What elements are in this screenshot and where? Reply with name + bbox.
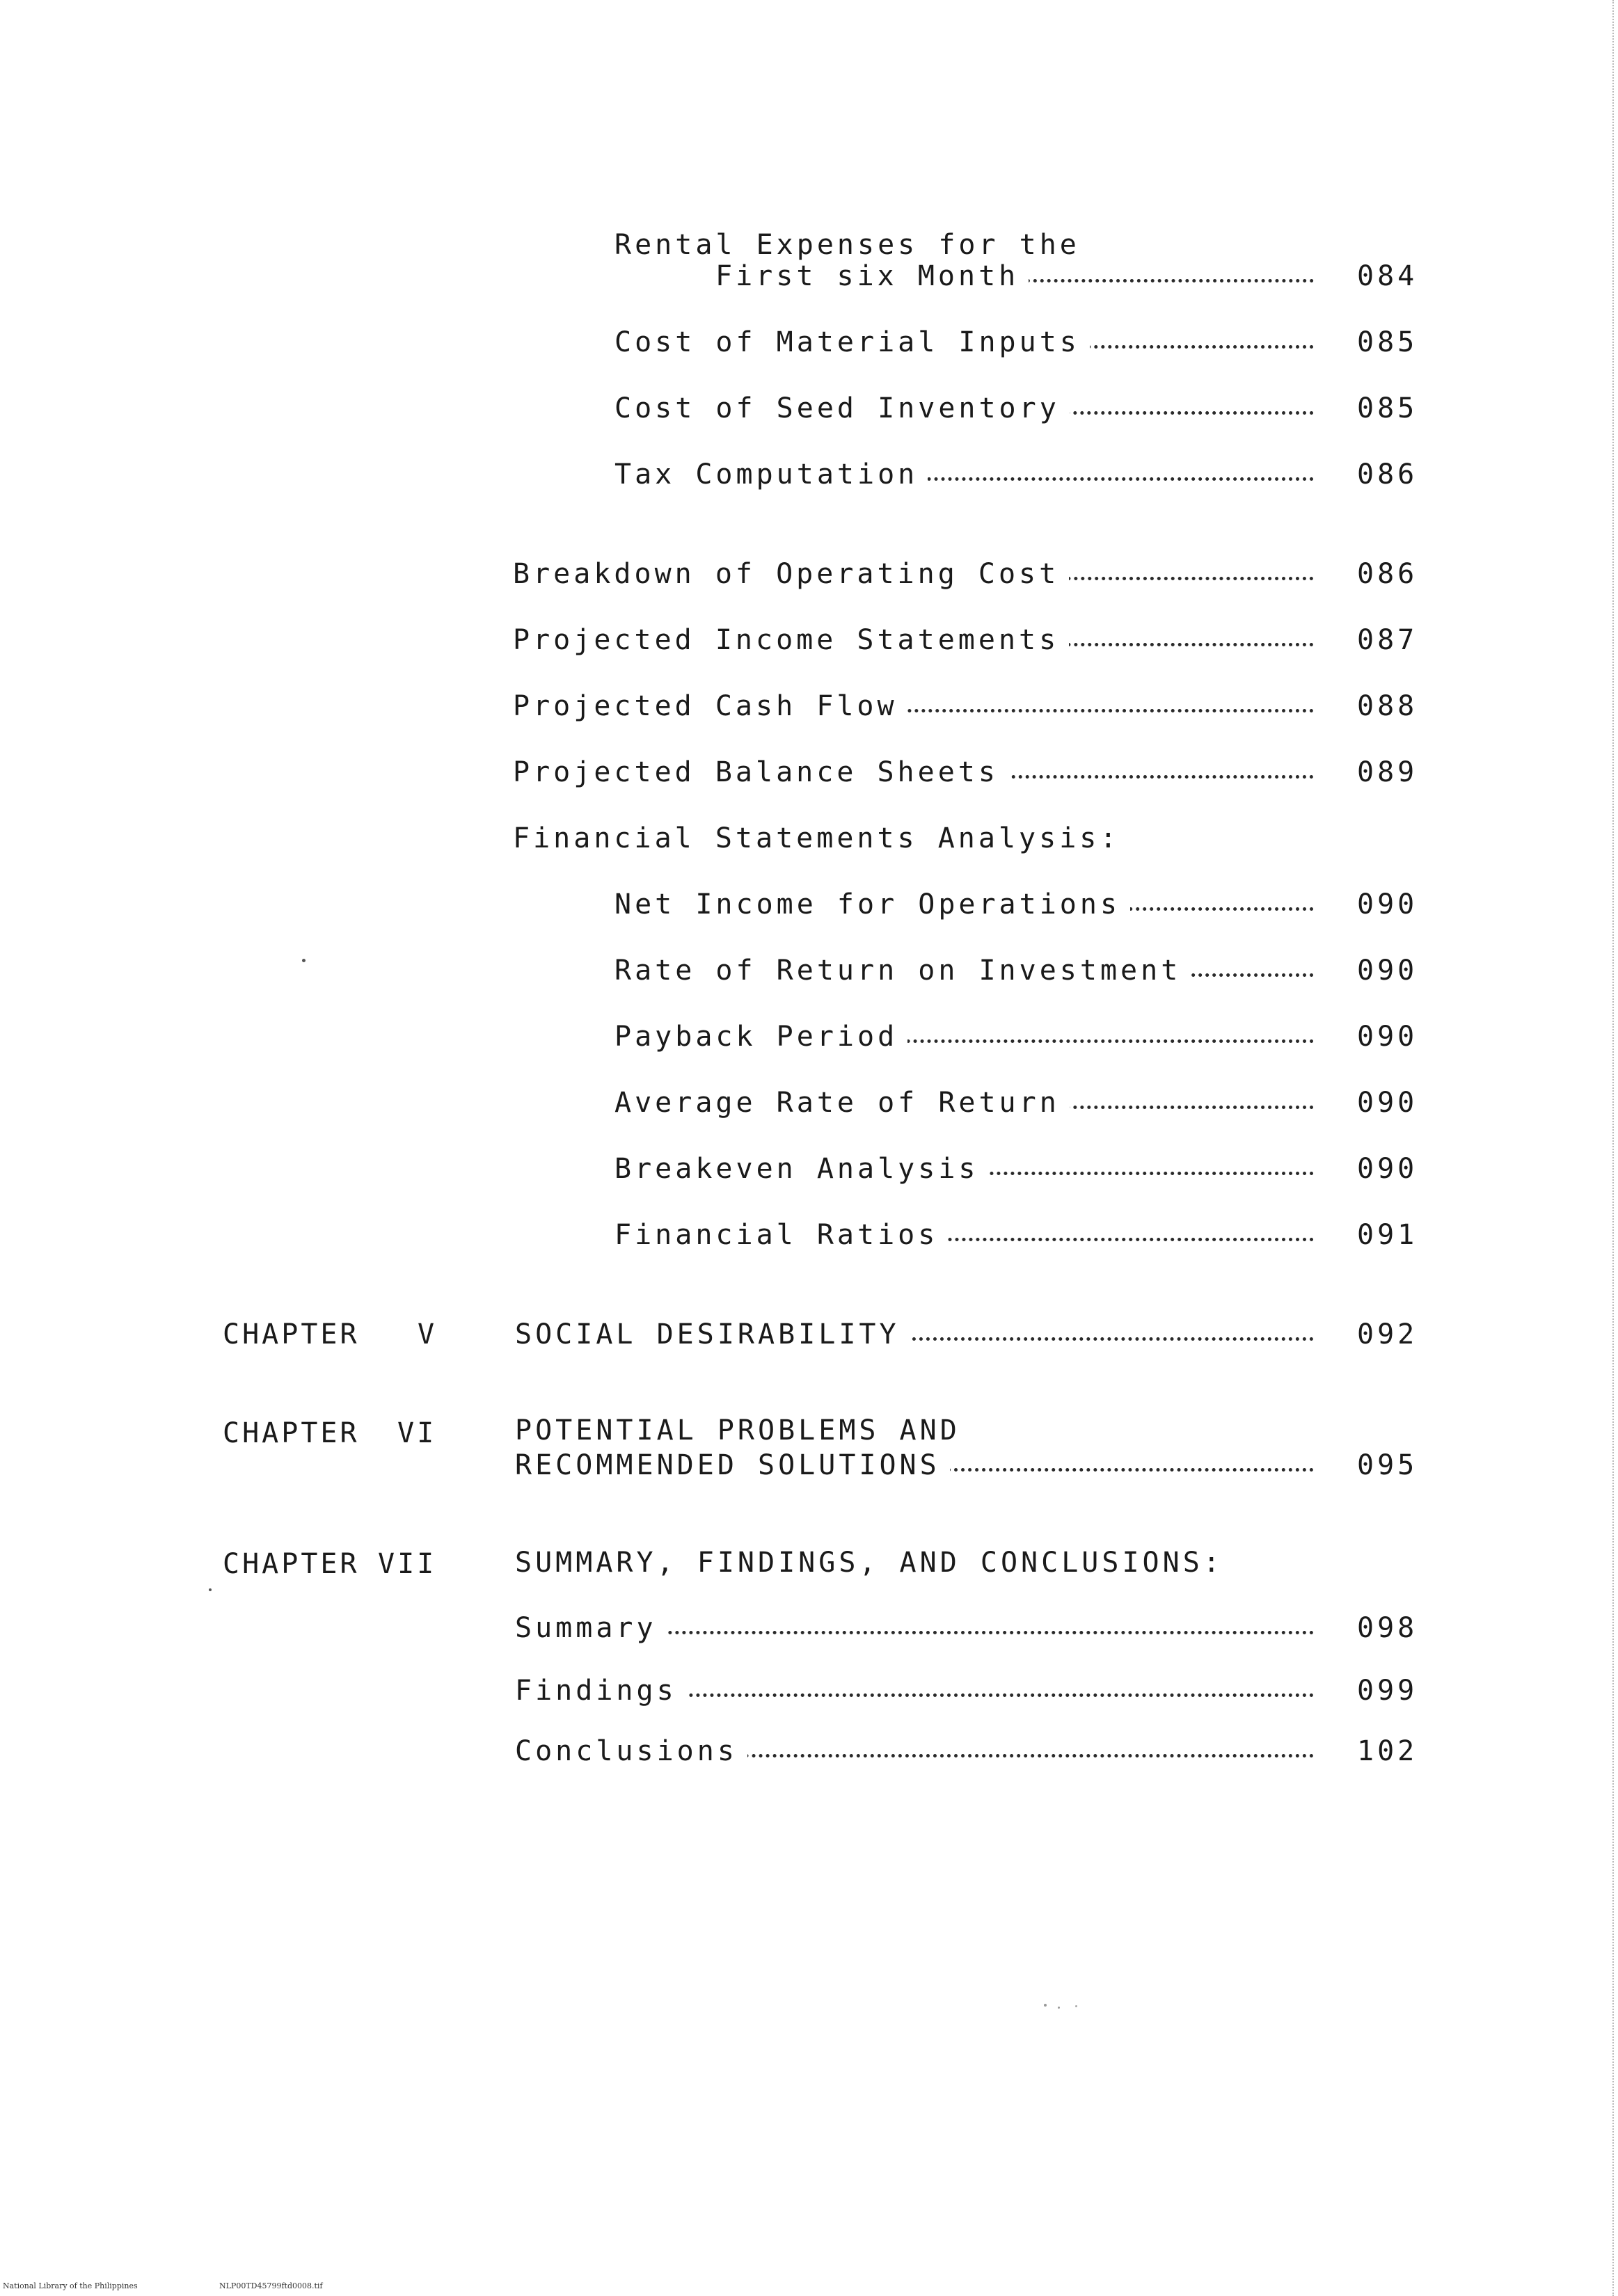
page-number: 085 xyxy=(1357,326,1418,358)
toc-entry-balance xyxy=(513,758,1314,792)
chapter-number: VI xyxy=(397,1417,437,1449)
toc-entry-title: Breakdown of Operating Cost xyxy=(513,560,1069,588)
scan-speck xyxy=(1058,2007,1060,2009)
scan-edge-marks xyxy=(1610,0,1614,2296)
toc-entry-title: Projected Cash Flow xyxy=(513,692,907,720)
toc-entry-breakeven xyxy=(614,1155,1314,1188)
toc-entry-title: Breakeven Analysis xyxy=(614,1155,988,1183)
toc-entry-title: Conclusions xyxy=(515,1737,747,1765)
chapter-number: V xyxy=(418,1318,438,1350)
toc-entry-title: Rate of Return on Investment xyxy=(614,957,1191,984)
toc-entry-rental xyxy=(715,262,1314,296)
toc-entry-summary xyxy=(515,1614,1314,1648)
toc-entry-title: Cost of Material Inputs xyxy=(614,328,1090,356)
scan-speck xyxy=(209,1588,212,1591)
page-number: 099 xyxy=(1357,1675,1418,1707)
toc-entry-title: SOCIAL DESIRABILITY xyxy=(515,1321,910,1348)
page-number: 089 xyxy=(1357,756,1418,788)
page-number: 098 xyxy=(1357,1612,1418,1644)
page-number: 086 xyxy=(1357,459,1418,491)
toc-entry-title: Summary xyxy=(515,1614,667,1642)
toc-entry-conclusions xyxy=(515,1737,1314,1771)
toc-entry-cashflow xyxy=(513,692,1314,726)
toc-entry-title: Projected Income Statements xyxy=(513,626,1069,654)
toc-entry-title: Average Rate of Return xyxy=(614,1089,1070,1117)
toc-entry-findings xyxy=(515,1677,1314,1710)
toc-entry-material xyxy=(614,328,1314,362)
footer-library: National Library of the Philippines xyxy=(3,2281,138,2290)
page-number: 090 xyxy=(1357,955,1418,987)
footer-filename: NLP00TD45799ftd0008.tif xyxy=(219,2281,323,2290)
toc-entry-ratios xyxy=(614,1221,1314,1254)
toc-entry-title: Payback Period xyxy=(614,1023,907,1051)
toc-entry-title: Tax Computation xyxy=(614,461,928,488)
page-number: 087 xyxy=(1357,624,1418,656)
toc-entry-ch5 xyxy=(515,1318,1314,1354)
scan-speck xyxy=(1075,2005,1077,2007)
toc-entry-income xyxy=(513,626,1314,660)
chapter-number: VII xyxy=(378,1548,437,1580)
chapter-label: CHAPTER xyxy=(223,1318,360,1350)
page-number: 090 xyxy=(1357,888,1418,920)
toc-section-heading: Financial Statements Analysis: xyxy=(513,822,1120,854)
toc-entry-arr xyxy=(614,1089,1314,1122)
toc-entry-title: First six Month xyxy=(715,262,1029,290)
toc-entry-title: Projected Balance Sheets xyxy=(513,758,1008,786)
toc-entry-seed xyxy=(614,394,1314,428)
toc-entry-payback xyxy=(614,1023,1314,1056)
toc-entry-ch6 xyxy=(515,1451,1314,1485)
toc-entry-title: RECOMMENDED SOLUTIONS xyxy=(515,1451,950,1479)
chapter-label: CHAPTER xyxy=(223,1417,360,1449)
page-number: 091 xyxy=(1357,1219,1418,1251)
page-number: 084 xyxy=(1357,260,1418,292)
page-number: 090 xyxy=(1357,1021,1418,1053)
page-number: 088 xyxy=(1357,690,1418,722)
page-number: 090 xyxy=(1357,1153,1418,1185)
page-number: 086 xyxy=(1357,558,1418,590)
scan-speck xyxy=(1044,2004,1047,2007)
chapter-label: CHAPTER xyxy=(223,1548,360,1580)
toc-entry-netincome xyxy=(614,888,1314,924)
toc-rental-line1: Rental Expenses for the xyxy=(614,229,1080,261)
toc-entry-breakdown xyxy=(513,560,1314,593)
toc-entry-tax xyxy=(614,461,1314,494)
toc-entry-title: Net Income for Operations xyxy=(614,891,1130,918)
page-number: 102 xyxy=(1357,1735,1418,1767)
toc-ch6-line1: POTENTIAL PROBLEMS AND xyxy=(515,1414,960,1446)
toc-entry-roi xyxy=(614,957,1314,990)
page-number: 092 xyxy=(1357,1318,1418,1350)
page-number: 085 xyxy=(1357,392,1418,424)
page-number: 095 xyxy=(1357,1449,1418,1481)
scan-speck xyxy=(302,959,306,962)
toc-entry-title: Financial Ratios xyxy=(614,1221,948,1249)
page-number: 090 xyxy=(1357,1087,1418,1119)
toc-entry-title: Findings xyxy=(515,1677,687,1705)
toc-ch7-title: SUMMARY, FINDINGS, AND CONCLUSIONS: xyxy=(515,1547,1223,1579)
toc-entry-title: Cost of Seed Inventory xyxy=(614,394,1070,422)
